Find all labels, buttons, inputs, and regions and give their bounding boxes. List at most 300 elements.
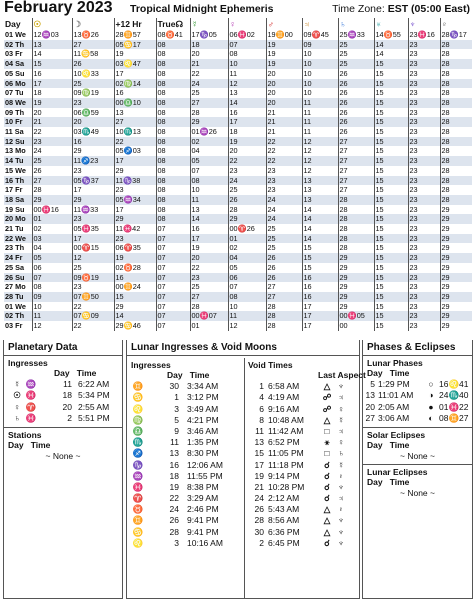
cell-moon12: 27	[114, 117, 156, 127]
cell-sun: 12	[32, 321, 72, 331]
cell-ven: 07	[228, 40, 266, 50]
col-mars-icon: ♂	[266, 18, 302, 30]
timezone	[332, 3, 470, 15]
list-item	[363, 390, 472, 401]
cell-ven: 23	[228, 166, 266, 176]
cell-ven: 12	[228, 79, 266, 89]
cell-moon: 29	[72, 146, 114, 156]
ingress-time: 9:41 PM	[187, 515, 219, 526]
void-day: 13	[254, 437, 264, 448]
list-item	[131, 538, 241, 549]
phase-time: 11:01 AM	[378, 390, 414, 401]
cell-ven: 10	[228, 59, 266, 69]
void-time: 10:28 PM	[268, 481, 305, 492]
cell-moon12: 29	[114, 214, 156, 224]
table-row	[4, 282, 472, 292]
cell-day: 08 We	[4, 98, 32, 108]
timezone-offset: (05:00 East)	[411, 3, 470, 15]
cell-sun: 03	[32, 234, 72, 244]
cell-moon: 10♌33	[72, 69, 114, 79]
cell-sun: 24	[32, 146, 72, 156]
cell-sat: 00♓05	[338, 311, 374, 321]
cell-moon: 25	[72, 79, 114, 89]
ingress-time: 12:06 AM	[187, 459, 223, 470]
cell-mer: 23	[190, 273, 228, 283]
planet-icon: ♀	[337, 403, 345, 414]
cell-sat: 29	[338, 253, 374, 263]
cell-sat: 26	[338, 98, 374, 108]
planet-icon: ♃	[337, 425, 345, 436]
void-times-column	[248, 358, 366, 549]
cell-node: 07	[156, 282, 190, 292]
cell-moon12: 16	[114, 273, 156, 283]
table-row	[4, 49, 472, 59]
cell-moon: 00♈15	[72, 243, 114, 253]
list-item	[4, 379, 122, 390]
ingress-day: 24	[169, 504, 179, 515]
cell-moon12: 29♋46	[114, 321, 156, 331]
cell-sat: 27	[338, 176, 374, 186]
list-item	[131, 482, 241, 493]
cell-plu: 29	[440, 243, 472, 253]
header	[2, 0, 472, 18]
cell-ura: 15	[374, 224, 408, 234]
cell-mer: 05	[190, 156, 228, 166]
cell-jup: 10	[302, 79, 338, 89]
void-time: 2:12 AM	[268, 493, 300, 504]
cell-jup: 14	[302, 214, 338, 224]
sign-icon: ♋	[132, 392, 144, 403]
void-day: 4	[259, 392, 264, 403]
list-item	[131, 448, 241, 459]
cell-ven: 16	[228, 108, 266, 118]
cell-ura: 15	[374, 127, 408, 137]
void-day: 2	[259, 537, 264, 548]
list-item	[248, 471, 358, 482]
table-row	[4, 117, 472, 127]
phase-position: 16♌41	[439, 379, 469, 390]
cell-nep: 23♓16	[408, 30, 440, 40]
sign-icon: ♍	[132, 414, 144, 425]
list-item	[248, 460, 358, 471]
planet-icon: ♆	[337, 381, 345, 392]
cell-moon12: 05♒34	[114, 195, 156, 205]
cell-sun: 27	[32, 176, 72, 186]
cell-mer: 25	[190, 282, 228, 292]
cell-plu: 29	[440, 321, 472, 331]
cell-sun: 07	[32, 273, 72, 283]
cell-ura: 15	[374, 108, 408, 118]
table-row	[4, 243, 472, 253]
cell-mer: 29	[190, 117, 228, 127]
cell-jup: 14	[302, 234, 338, 244]
cell-nep: 23	[408, 127, 440, 137]
cell-nep: 23	[408, 282, 440, 292]
cell-day: 01 We	[5, 301, 26, 311]
planet-icon: ♃	[337, 392, 345, 403]
cell-moon12: 00♎10	[114, 98, 156, 108]
cell-nep: 23	[408, 321, 440, 331]
month-title: February 2023	[4, 0, 113, 16]
void-time: 6:58 AM	[268, 381, 300, 392]
cell-node: 08	[156, 146, 190, 156]
cell-node: 07	[156, 263, 190, 273]
cell-nep: 23	[408, 117, 440, 127]
cell-day: 02 Th	[4, 311, 32, 321]
cell-jup: 13	[302, 195, 338, 205]
aspect-icon: □	[324, 448, 330, 459]
cell-day: 18 Sa	[4, 195, 32, 205]
cell-jup: 16	[302, 292, 338, 302]
cell-sun: 16	[32, 69, 72, 79]
cell-plu: 29	[440, 253, 472, 263]
solar-none: ~ None ~	[400, 451, 435, 462]
cell-ven: 04	[228, 253, 266, 263]
sign-icon: ♒	[25, 379, 37, 390]
cell-mer: 08	[190, 176, 228, 186]
cell-mar: 26	[266, 253, 302, 263]
cell-mer: 02	[190, 137, 228, 147]
cell-mar: 19	[266, 59, 302, 69]
cell-jup: 11	[302, 98, 338, 108]
cell-moon: 17	[72, 185, 114, 195]
cell-plu: 28	[440, 59, 472, 69]
cell-node: 08	[156, 127, 190, 137]
cell-mer: 22	[190, 263, 228, 273]
cell-plu: 28	[440, 185, 472, 195]
ingress-time: 3:29 AM	[187, 493, 219, 504]
aspect-icon: ⚹	[324, 437, 330, 448]
cell-jup: 12	[302, 166, 338, 176]
cell-moon12: 17	[114, 156, 156, 166]
cell-ven: 02	[228, 243, 266, 253]
planet-icon: ♀	[13, 401, 21, 412]
phase-time: 2:05 AM	[378, 401, 410, 412]
cell-plu: 29	[440, 302, 472, 312]
cell-sat: 29	[338, 263, 374, 273]
cell-ura: 15	[374, 273, 408, 283]
cell-mar: 26	[266, 263, 302, 273]
time-header: Time	[30, 439, 51, 450]
cell-mer: 00♓07	[190, 311, 228, 321]
cell-mer: 24	[190, 79, 228, 89]
cell-jup: 13	[302, 185, 338, 195]
cell-nep: 23	[408, 292, 440, 302]
list-item	[4, 413, 122, 424]
cell-node: 07	[156, 243, 190, 253]
cell-ven: 24	[228, 176, 266, 186]
col-sun-icon: ☉	[32, 18, 72, 30]
cell-sat: 26	[338, 79, 374, 89]
cell-ura: 14	[374, 49, 408, 59]
planetary-ingress-colheads	[4, 368, 122, 379]
list-item	[248, 426, 358, 437]
cell-mer: 27	[190, 98, 228, 108]
planet-icon: ♆	[337, 526, 345, 537]
col-true-node: True☊	[156, 18, 190, 30]
void-day: 17	[254, 459, 264, 470]
cell-moon12: 05♐03	[114, 146, 156, 156]
cell-sun: 04	[32, 243, 72, 253]
ingress-time: 8:30 PM	[187, 448, 219, 459]
phase-day: 27	[365, 412, 375, 423]
ingress-time: 8:38 PM	[187, 481, 219, 492]
list-item	[248, 482, 358, 493]
table-row	[4, 156, 472, 166]
cell-moon12: 06♈35	[114, 243, 156, 253]
stations-heading: Stations	[8, 429, 42, 440]
time-header: Time	[389, 439, 410, 450]
sign-icon: ♐	[132, 448, 144, 459]
cell-day: 07 Tu	[5, 88, 24, 98]
cell-moon: 07♊50	[72, 292, 114, 302]
list-item	[131, 437, 241, 448]
cell-moon12: 16	[114, 88, 156, 98]
phase-day: 5	[370, 379, 375, 390]
cell-node: 08	[156, 79, 190, 89]
list-item	[248, 415, 358, 426]
cell-mer: 11	[190, 195, 228, 205]
cell-nep: 23	[408, 79, 440, 89]
cell-sun: 02	[32, 224, 72, 234]
page-subtitle: Tropical Midnight Ephemeris	[130, 3, 274, 15]
cell-day: 21 Tu	[5, 224, 24, 234]
cell-nep: 23	[408, 302, 440, 312]
cell-plu: 28♑17	[440, 30, 472, 40]
cell-mer: 21	[190, 59, 228, 69]
solar-eclipses-heading: Solar Eclipses	[367, 429, 426, 440]
cell-moon: 12	[72, 253, 114, 263]
cell-mer: 17♑05	[190, 30, 228, 40]
cell-ura: 15	[374, 98, 408, 108]
aspect-icon: □	[324, 425, 330, 436]
cell-moon: 09♉19	[72, 273, 114, 283]
sign-icon: ♒	[132, 470, 144, 481]
cell-ura: 15	[374, 214, 408, 224]
table-row	[4, 311, 472, 321]
cell-sun: 28	[32, 185, 72, 195]
planet-icon: ☿	[337, 459, 345, 470]
cell-day: 23 Th	[5, 243, 25, 253]
cell-ven: 19	[228, 137, 266, 147]
cell-mer: 07	[190, 166, 228, 176]
day-header: Day	[367, 477, 383, 488]
sign-icon: ♎	[132, 425, 144, 436]
list-item	[131, 504, 241, 515]
cell-plu: 28	[440, 117, 472, 127]
planet-icon: ♀	[337, 437, 345, 448]
aspect-icon: △	[323, 381, 331, 392]
cell-moon: 03♏49	[72, 127, 114, 137]
phases-title: Phases & Eclipses	[363, 340, 472, 356]
cell-moon: 20	[72, 117, 114, 127]
ingress-day: 9	[174, 425, 179, 436]
table-row	[4, 30, 472, 40]
time-header: Time	[189, 370, 210, 380]
table-row	[4, 214, 472, 224]
void-day: 21	[254, 481, 264, 492]
cell-sat: 26	[338, 69, 374, 79]
cell-moon12: 05♋17	[114, 40, 156, 50]
cell-moon12: 29	[114, 166, 156, 176]
cell-moon12: 15	[114, 292, 156, 302]
cell-ven: 17	[228, 117, 266, 127]
cell-sat: 29	[338, 292, 374, 302]
sign-icon: ♋	[132, 526, 144, 537]
cell-mar: 22	[266, 146, 302, 156]
cell-ura: 15	[374, 282, 408, 292]
cell-day: 17 Fr	[5, 185, 23, 195]
phase-position: 01♓22	[439, 401, 469, 412]
table-header-row	[4, 18, 472, 30]
last-aspect-header: Last Aspect	[318, 370, 366, 380]
aspect-icon: △	[323, 504, 331, 515]
cell-nep: 23	[408, 253, 440, 263]
cell-moon: 23	[72, 282, 114, 292]
lunar-phases-heading: Lunar Phases	[367, 358, 423, 368]
cell-moon12: 13	[114, 108, 156, 118]
cell-mer: 14	[190, 214, 228, 224]
cell-sat: 25	[338, 59, 374, 69]
ingress-day: 18	[62, 390, 72, 401]
cell-sun: 22	[32, 127, 72, 137]
cell-sun: 01	[32, 214, 72, 224]
cell-node: 07	[156, 292, 190, 302]
ingress-day: 30	[169, 381, 179, 392]
cell-moon12: 29	[114, 302, 156, 312]
cell-day: 24 Fr	[4, 253, 32, 263]
void-time: 9:14 PM	[268, 470, 300, 481]
phases-panel	[362, 340, 473, 599]
cell-node: 08	[156, 88, 190, 98]
cell-sat: 28	[338, 243, 374, 253]
cell-sat: 26	[338, 117, 374, 127]
void-day: 26	[254, 504, 264, 515]
cell-moon: 22	[72, 321, 114, 331]
cell-ven: 12	[228, 321, 266, 331]
void-day: 11	[255, 425, 264, 436]
cell-plu: 29	[440, 205, 472, 215]
planetary-title: Planetary Data	[4, 340, 122, 356]
cell-ura: 15	[374, 166, 408, 176]
table-row	[4, 273, 472, 283]
ingress-time: 5:34 PM	[78, 390, 110, 401]
cell-jup: 16	[302, 273, 338, 283]
sign-icon: ♌	[132, 403, 144, 414]
list-item	[4, 390, 122, 401]
planet-icon: ♃	[337, 493, 345, 504]
lunar-eclipse-none: ~ None ~	[400, 488, 435, 499]
ingress-day: 26	[169, 515, 179, 526]
cell-day: 15 We	[5, 165, 26, 175]
sign-icon: ♑	[132, 459, 144, 470]
table-row	[4, 98, 472, 108]
cell-nep: 23	[408, 40, 440, 50]
cell-ven: 01	[228, 234, 266, 244]
cell-ura: 15	[374, 185, 408, 195]
cell-ven: 20	[228, 146, 266, 156]
cell-nep: 23	[408, 311, 440, 321]
cell-mer: 13	[190, 205, 228, 215]
cell-sat: 29	[338, 282, 374, 292]
cell-ura: 15	[374, 321, 408, 331]
cell-ura: 15	[374, 69, 408, 79]
cell-ven: 08	[228, 292, 266, 302]
ingress-day: 1	[174, 392, 179, 403]
aspect-icon: ☌	[324, 459, 330, 470]
cell-mer: 19	[190, 243, 228, 253]
cell-plu: 29	[440, 224, 472, 234]
cell-plu: 29	[440, 234, 472, 244]
cell-moon: 27	[72, 40, 114, 50]
cell-plu: 28	[440, 40, 472, 50]
cell-ven: 11	[228, 69, 266, 79]
cell-plu: 28	[440, 79, 472, 89]
col-day: Day	[5, 19, 21, 29]
cell-mer: 01	[190, 321, 228, 331]
cell-jup: 16	[302, 282, 338, 292]
cell-ven: 00♈26	[228, 224, 266, 234]
table-row	[4, 321, 472, 331]
cell-sat: 27	[338, 156, 374, 166]
cell-moon12: 02♍14	[114, 79, 156, 89]
cell-jup: 12	[302, 137, 338, 147]
cell-ven: 14	[228, 98, 266, 108]
table-row	[4, 88, 472, 98]
ingress-time: 3:46 AM	[187, 425, 219, 436]
sign-icon: ♊	[132, 381, 144, 392]
ingress-time: 4:21 PM	[187, 414, 219, 425]
cell-moon: 29	[72, 195, 114, 205]
lunar-eclipses-heading: Lunar Eclipses	[367, 467, 428, 478]
cell-day: 16 Th	[4, 176, 32, 186]
col-mercury-icon: ☿	[190, 18, 228, 30]
solar-colheads	[363, 440, 472, 451]
void-time: 6:45 PM	[268, 537, 300, 548]
cell-node: 08♉41	[156, 30, 190, 40]
day-header: Day	[367, 439, 383, 450]
cell-moon12: 19	[114, 49, 156, 59]
cell-plu: 29	[440, 263, 472, 273]
aspect-icon: △	[323, 414, 331, 425]
planet-icon: ☿	[13, 379, 21, 390]
cell-nep: 23	[408, 224, 440, 234]
cell-nep: 23	[408, 243, 440, 253]
cell-moon: 11♋58	[72, 49, 114, 59]
cell-moon12: 11♓42	[114, 224, 156, 234]
cell-sun: 14	[32, 49, 72, 59]
cell-node: 08	[156, 205, 190, 215]
void-day: 1	[259, 381, 264, 392]
cell-moon12: 19	[114, 253, 156, 263]
sign-icon: ♓	[25, 390, 37, 401]
cell-day: 20 Mo	[4, 214, 32, 224]
cell-mar: 21	[266, 127, 302, 137]
void-time: 11:18 PM	[268, 459, 304, 470]
sign-icon: ♉	[132, 504, 144, 515]
day-header: Day	[367, 368, 383, 378]
cell-mar: 20	[266, 69, 302, 79]
stations-colheads	[4, 440, 122, 451]
ingress-day: 16	[169, 459, 179, 470]
cell-sun: 17	[32, 79, 72, 89]
cell-sun: 06	[32, 263, 72, 273]
cell-jup: 10	[302, 69, 338, 79]
cell-mar: 22	[266, 156, 302, 166]
ingress-time: 11:55 PM	[187, 470, 223, 481]
cell-mar: 20	[266, 88, 302, 98]
cell-mer: 04	[190, 146, 228, 156]
